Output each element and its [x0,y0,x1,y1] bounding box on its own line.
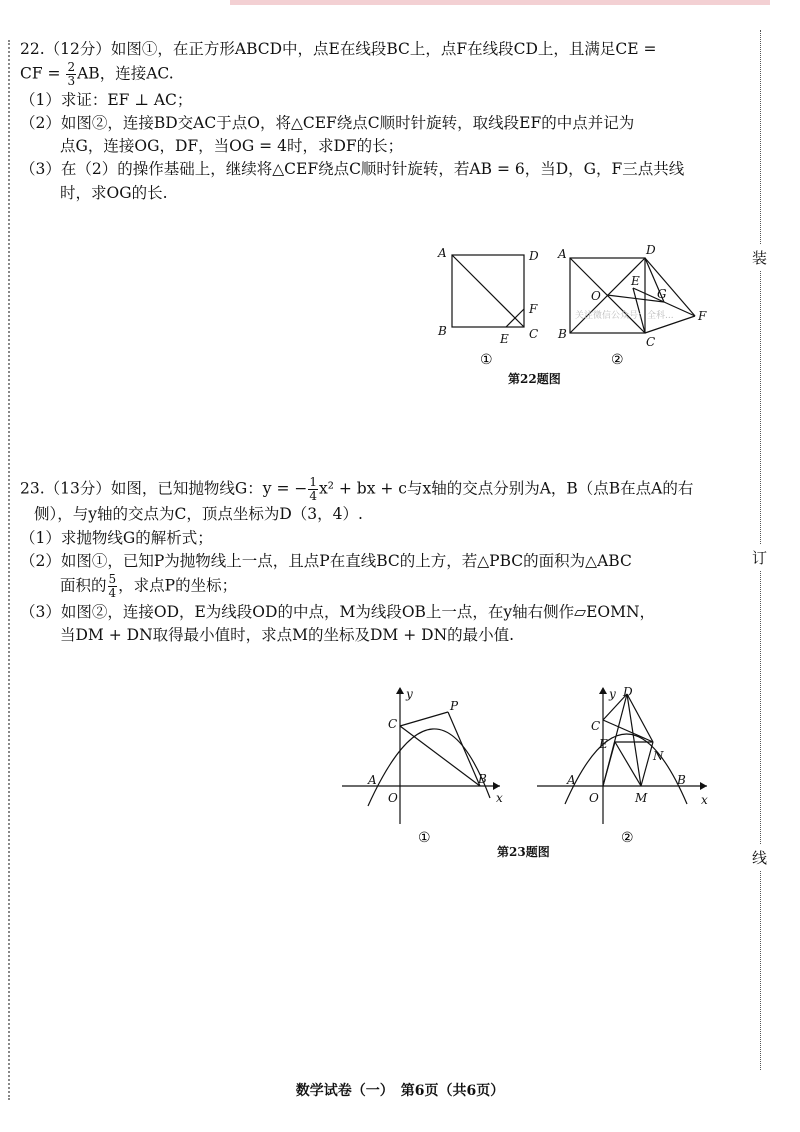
fig1-label-B: B [438,324,447,338]
fig1-number: ① [480,352,493,368]
fig23-1-label-P: P [450,699,459,713]
fig2-label-B: B [558,327,567,341]
question-22 [20,38,720,205]
q23-caption: 第23题图 [497,845,550,859]
fig23-2-label-B: B [677,773,686,787]
fig2-label-O: O [591,289,601,303]
fig23-1-label-C: C [388,717,398,731]
q22-part-3-cont: 时，求OG的长. [60,183,168,202]
q22-part-3: （3）在（2）的操作基础上，继续将△CEF绕点C顺时针旋转，若AB = 6，当D，G，F三点共线 [20,160,685,179]
q23-fraction-1: $\frac{1}{4}$ [309,475,317,504]
fig2-label-C: C [646,335,656,349]
q22-fraction: $\frac{2}{3}$ [67,60,76,89]
fig23-1-label-B: B [478,772,487,786]
fig23-2-label-y: y [609,687,616,701]
fig1-label-C: C [529,327,539,341]
q22-part-1: （1）求证：EF ⊥ AC； [20,90,193,109]
fig23-2-label-C: C [591,719,601,733]
q23-line-2: 侧），与y轴的交点为C，顶点坐标为D（3，4）. [34,505,363,524]
q22-line-1: 22.（12分）如图①，在正方形ABCD中，点E在线段BC上，点F在线段CD上，且满足CE = [20,40,657,58]
fig23-2-label-M: M [635,791,648,805]
fig23-1-number: ① [418,830,431,846]
fig23-2-label-D: D [623,686,633,699]
binding-char-xian: 线 [752,845,767,870]
binding-char-ding: 订 [752,545,767,570]
q23-figure-2 [535,686,715,856]
q22-figure-1 [432,240,552,370]
fig23-1-label-x: x [496,791,503,805]
q22-figure-2 [555,240,725,370]
q23-part-1: （1）求抛物线G的解析式； [20,528,213,547]
fig23-2-label-A: A [567,773,576,787]
fig2-label-F: F [698,309,707,323]
fig23-1-label-y: y [406,687,413,701]
q23-part-3-cont: 当DM + DN取得最小值时，求点M的坐标及DM + DN的最小值. [60,625,515,644]
q23-figure-1 [340,686,510,856]
binding-char-zhuang: 装 [752,245,767,270]
fig2-number: ② [611,352,624,368]
watermark: 关注微信公众号：全科... [575,311,674,321]
q22-part-2-cont: 点G，连接OG，DF，当OG = 4时，求DF的长； [60,137,404,156]
q22-part-2: （2）如图②，连接BD交AC于点O，将△CEF绕点C顺时针旋转，取线段EF的中点并记为 [20,113,635,132]
fig23-2-label-E: E [599,737,608,751]
fig23-1-label-O: O [388,791,398,805]
fig1-label-A: A [438,246,447,260]
top-edge-stripe [230,0,770,5]
fig23-2-label-O: O [589,791,599,805]
q23-fraction-2: $\frac{5}{4}$ [108,572,117,601]
fig1-label-D: D [529,249,539,263]
q23-line-1: 23.（13分）如图，已知抛物线G：y = − $\frac{1}{4}$ x² + bx + c与x轴的交点分别为A，B（点B在点A的右 [20,475,694,504]
question-23 [20,476,720,647]
fig2-label-E: E [631,274,640,288]
fig23-1-label-A: A [368,773,377,787]
page-footer: 数学试卷（一） 第6页（共6页） [295,1083,505,1099]
fig23-2-label-N: N [653,749,664,763]
fig1-label-F: F [529,302,538,316]
fig2-label-G: G [657,287,667,301]
fig2-label-A: A [558,247,567,261]
fig1-label-E: E [500,332,509,346]
q23-part-3: （3）如图②，连接OD，E为线段OD的中点，M为线段OB上一点，在y轴右侧作▱EOMN， [20,602,656,621]
fig2-label-D: D [646,243,656,257]
q22-line-2: CF = $\frac{2}{3}$ AB，连接AC. [20,60,174,89]
fig23-2-number: ② [621,830,634,846]
q23-part-2: （2）如图①，已知P为抛物线上一点，且点P在直线BC的上方，若△PBC的面积为△ABC [20,551,632,570]
q22-caption: 第22题图 [508,372,561,386]
fig23-2-label-x: x [701,793,708,807]
q23-part-2-cont: 面积的 $\frac{5}{4}$ ，求点P的坐标； [60,572,238,601]
left-binding-margin [8,40,10,1100]
